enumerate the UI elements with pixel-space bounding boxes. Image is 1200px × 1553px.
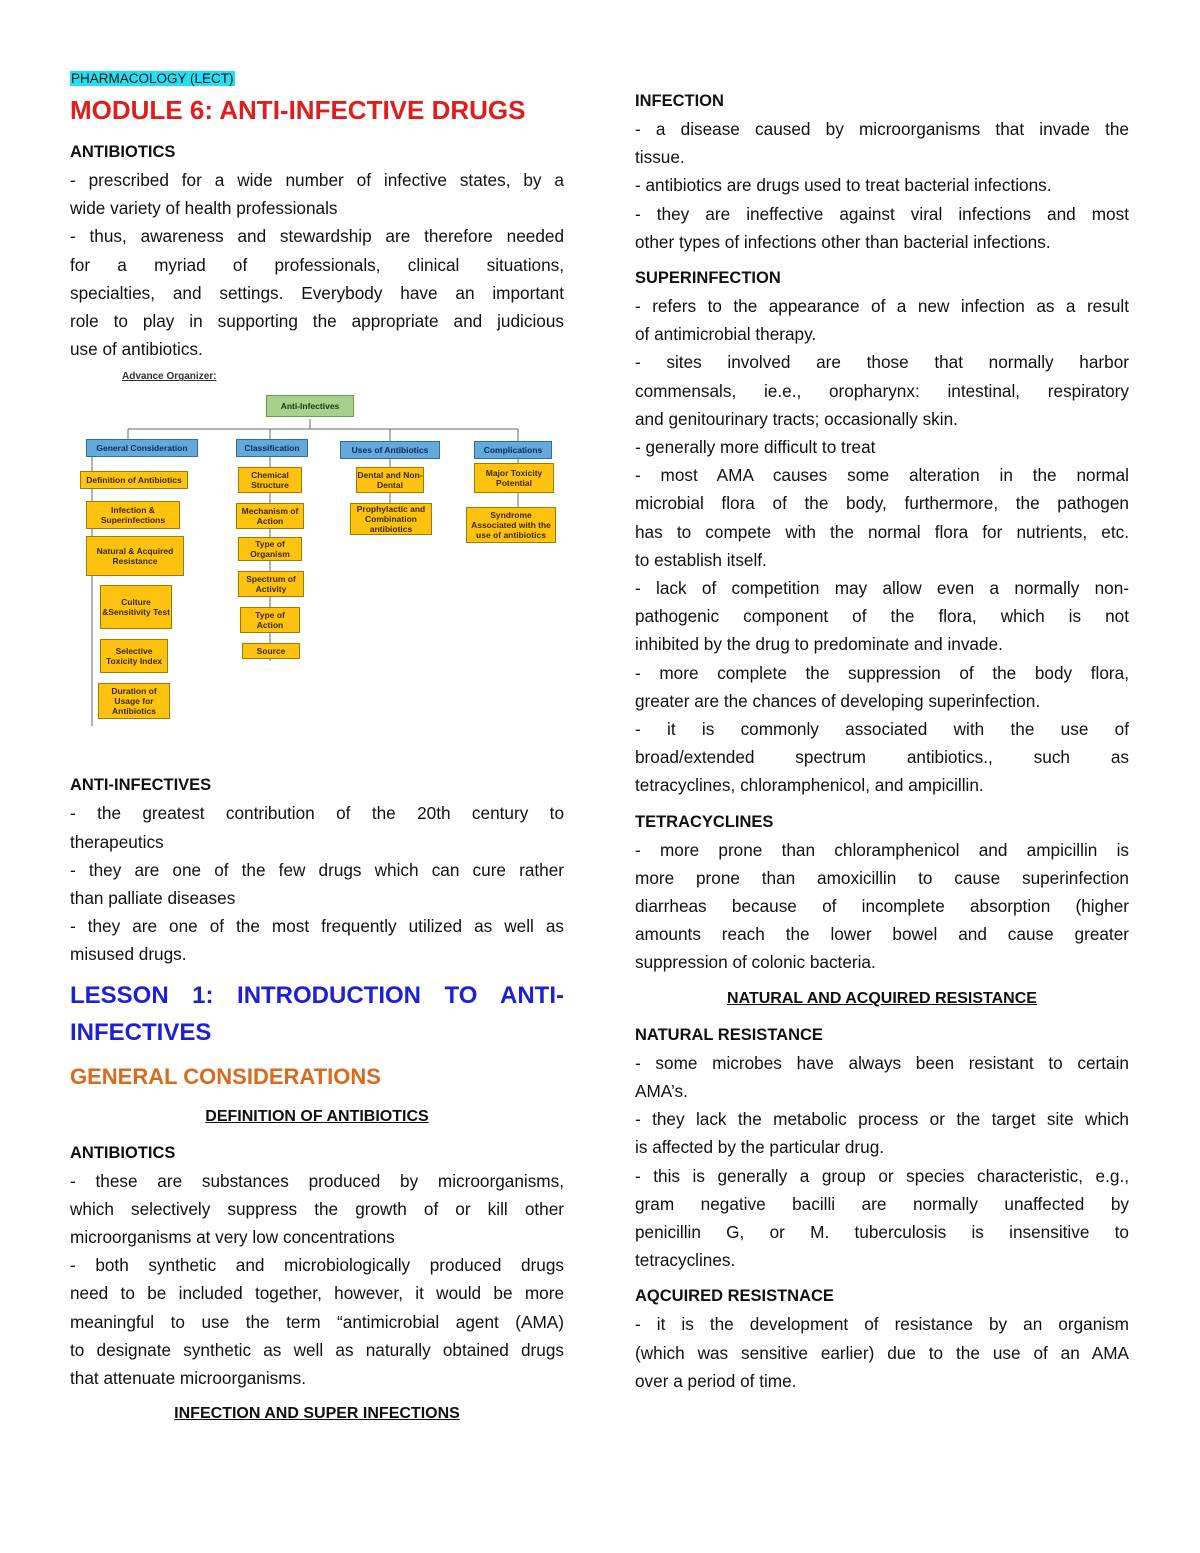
- acquired-resistance-heading: AQCUIRED RESISTNACE: [635, 1287, 834, 1306]
- text-line: broad/extended spectrum antibiotics., such as: [635, 747, 1129, 768]
- text-line: and genitourinary tracts; occasionally skin.: [635, 408, 958, 429]
- text-line: - sites involved are those that normally harbor: [635, 352, 1129, 373]
- complications-item: Major Toxicity Potential: [474, 463, 554, 493]
- tetracyclines-body: [635, 836, 1129, 977]
- course-label: PHARMACOLOGY (LECT): [71, 71, 234, 86]
- infection-heading: INFECTION: [635, 92, 724, 110]
- text-line: to designate synthetic as well as naturally obtained drugs: [70, 1339, 564, 1360]
- definition-heading: DEFINITION OF ANTIBIOTICS: [205, 1107, 429, 1125]
- tetracyclines-heading: TETRACYCLINES: [635, 812, 774, 831]
- infection-body: [635, 115, 1129, 256]
- text-line: role to play in supporting the appropriate and judicious: [70, 311, 564, 332]
- text-line: - the greatest contribution of the 20th century to: [70, 803, 564, 824]
- text-line: to establish itself.: [635, 549, 767, 570]
- general-item: Infection & Superinfections: [86, 501, 180, 529]
- general-item: Selective Toxicity Index: [100, 639, 168, 673]
- organizer-label: Advance Organizer:: [122, 371, 217, 383]
- text-line: therapeutics: [70, 831, 164, 852]
- advance-organizer-diagram: [70, 371, 564, 771]
- right-column: [635, 87, 1129, 1395]
- anti-infectives-heading: ANTI-INFECTIVES: [70, 776, 212, 795]
- text-line: greater are the chances of developing superinfection.: [635, 690, 1041, 711]
- superinfection-body: [635, 292, 1129, 800]
- text-line: - antibiotics are drugs used to treat bacterial infections.: [635, 175, 1052, 196]
- text-line: specialties, and settings. Everybody have an important: [70, 282, 564, 303]
- text-line: (which was sensitive earlier) due to the use of an AMA: [635, 1342, 1129, 1363]
- text-line: tetracyclines.: [635, 1250, 736, 1271]
- text-line: pathogenic component of the flora, which is not: [635, 606, 1129, 627]
- text-line: - some microbes have always been resistant to certain: [635, 1052, 1129, 1073]
- classification-item: Spectrum of Activity: [238, 571, 304, 597]
- text-line: - more prone than chloramphenicol and ampicillin is: [635, 839, 1129, 860]
- category-uses: Uses of Antibiotics: [340, 441, 440, 459]
- text-line: amounts reach the lower bowel and cause greater: [635, 924, 1129, 945]
- text-line: other types of infections other than bacterial infections.: [635, 231, 1051, 252]
- text-line: - they are one of the most frequently utilized as well as: [70, 916, 564, 937]
- general-item: Natural & Acquired Resistance: [86, 536, 184, 576]
- text-line: over a period of time.: [635, 1370, 797, 1391]
- text-line: - they are one of the few drugs which can cure rather: [70, 859, 564, 880]
- text-line: - refers to the appearance of a new infection as a result: [635, 296, 1129, 317]
- text-line: microorganisms at very low concentrations: [70, 1227, 395, 1248]
- text-line: penicillin G, or M. tuberculosis is insensitive to: [635, 1221, 1129, 1242]
- text-line: - most AMA causes some alteration in the normal: [635, 465, 1129, 486]
- infection-superinfection-heading: INFECTION AND SUPER INFECTIONS: [174, 1405, 460, 1423]
- lesson-title: LESSON 1: INTRODUCTION TO ANTI-INFECTIVES: [70, 981, 564, 1046]
- antibiotics-intro-body: [70, 166, 564, 363]
- text-line: misused drugs.: [70, 944, 187, 965]
- category-general: General Consideration: [86, 439, 198, 457]
- text-line: is affected by the particular drug.: [635, 1137, 885, 1158]
- category-classification: Classification: [236, 439, 308, 457]
- text-line: commensals, ie.e., oropharynx: intestinal, respiratory: [635, 380, 1129, 401]
- text-line: wide variety of health professionals: [70, 198, 338, 219]
- left-column: [70, 70, 564, 1428]
- text-line: - lack of competition may allow even a normally non-: [635, 578, 1129, 599]
- text-line: diarrheas because of incomplete absorption (higher: [635, 896, 1129, 917]
- text-line: tissue.: [635, 147, 685, 168]
- text-line: - thus, awareness and stewardship are therefore needed: [70, 226, 564, 247]
- module-title: MODULE 6: ANTI-INFECTIVE DRUGS: [70, 95, 526, 125]
- text-line: tetracyclines, chloramphenicol, and ampicillin.: [635, 775, 984, 796]
- text-line: - generally more difficult to treat: [635, 437, 876, 458]
- text-line: that attenuate microorganisms.: [70, 1368, 306, 1389]
- text-line: - this is generally a group or species characteristic, e.g.,: [635, 1165, 1129, 1186]
- complications-item: Syndrome Associated with the use of antibiotics: [466, 507, 556, 543]
- text-line: - prescribed for a wide number of infective states, by a: [70, 170, 564, 190]
- text-line: which selectively suppress the growth of or kill other: [70, 1198, 564, 1219]
- text-line: microbial flora of the body, furthermore, the pathogen: [635, 493, 1129, 514]
- superinfection-heading: SUPERINFECTION: [635, 269, 781, 288]
- text-line: inhibited by the drug to predominate and invade.: [635, 634, 1003, 655]
- text-line: - it is commonly associated with the use of: [635, 719, 1129, 740]
- general-item: Duration of Usage for Antibiotics: [98, 683, 170, 719]
- text-line: - a disease caused by microorganisms that invade the: [635, 119, 1129, 139]
- classification-item: Type of Organism: [238, 537, 302, 561]
- text-line: - they are ineffective against viral infections and most: [635, 203, 1129, 224]
- general-item: Definition of Antibiotics: [80, 471, 188, 489]
- text-line: more prone than amoxicillin to cause superinfection: [635, 867, 1129, 888]
- natural-resistance-body: [635, 1049, 1129, 1275]
- text-line: for a myriad of professionals, clinical situations,: [70, 254, 564, 275]
- resistance-heading: NATURAL AND ACQUIRED RESISTANCE: [727, 989, 1037, 1007]
- text-line: AMA’s.: [635, 1080, 688, 1101]
- organizer-root: Anti-Infectives: [266, 395, 354, 417]
- text-line: - both synthetic and microbiologically produced drugs: [70, 1255, 564, 1276]
- text-line: meaningful to use the term “antimicrobial agent (AMA): [70, 1311, 564, 1332]
- antibiotics-def-heading: ANTIBIOTICS: [70, 1143, 176, 1162]
- text-line: suppression of colonic bacteria.: [635, 952, 876, 973]
- antibiotics-def-body: [70, 1167, 564, 1393]
- text-line: - they lack the metabolic process or the target site which: [635, 1109, 1129, 1130]
- text-line: gram negative bacilli are normally unaffected by: [635, 1193, 1129, 1214]
- acquired-resistance-body: [635, 1310, 1129, 1395]
- uses-item: Dental and Non-Dental: [356, 467, 424, 493]
- classification-item: Source: [242, 643, 300, 659]
- classification-item: Chemical Structure: [238, 467, 302, 493]
- classification-item: Mechanism of Action: [236, 503, 304, 529]
- text-line: - these are substances produced by microorganisms,: [70, 1170, 564, 1191]
- anti-infectives-body: [70, 799, 564, 968]
- category-complications: Complications: [474, 441, 552, 459]
- text-line: - more complete the suppression of the body flora,: [635, 662, 1129, 683]
- text-line: - it is the development of resistance by an organism: [635, 1314, 1129, 1335]
- general-item: Culture &Sensitivity Test: [100, 585, 172, 629]
- general-considerations-heading: GENERAL CONSIDERATIONS: [70, 1063, 381, 1089]
- antibiotics-intro-heading: ANTIBIOTICS: [70, 143, 176, 161]
- text-line: has to compete with the normal flora for nutrients, etc.: [635, 521, 1129, 542]
- uses-item: Prophylactic and Combination antibiotics: [350, 503, 432, 535]
- text-line: need to be included together, however, it would be more: [70, 1283, 564, 1304]
- text-line: than palliate diseases: [70, 888, 236, 909]
- natural-resistance-heading: NATURAL RESISTANCE: [635, 1025, 823, 1044]
- text-line: of antimicrobial therapy.: [635, 324, 817, 345]
- text-line: use of antibiotics.: [70, 339, 203, 360]
- classification-item: Type of Action: [240, 607, 300, 633]
